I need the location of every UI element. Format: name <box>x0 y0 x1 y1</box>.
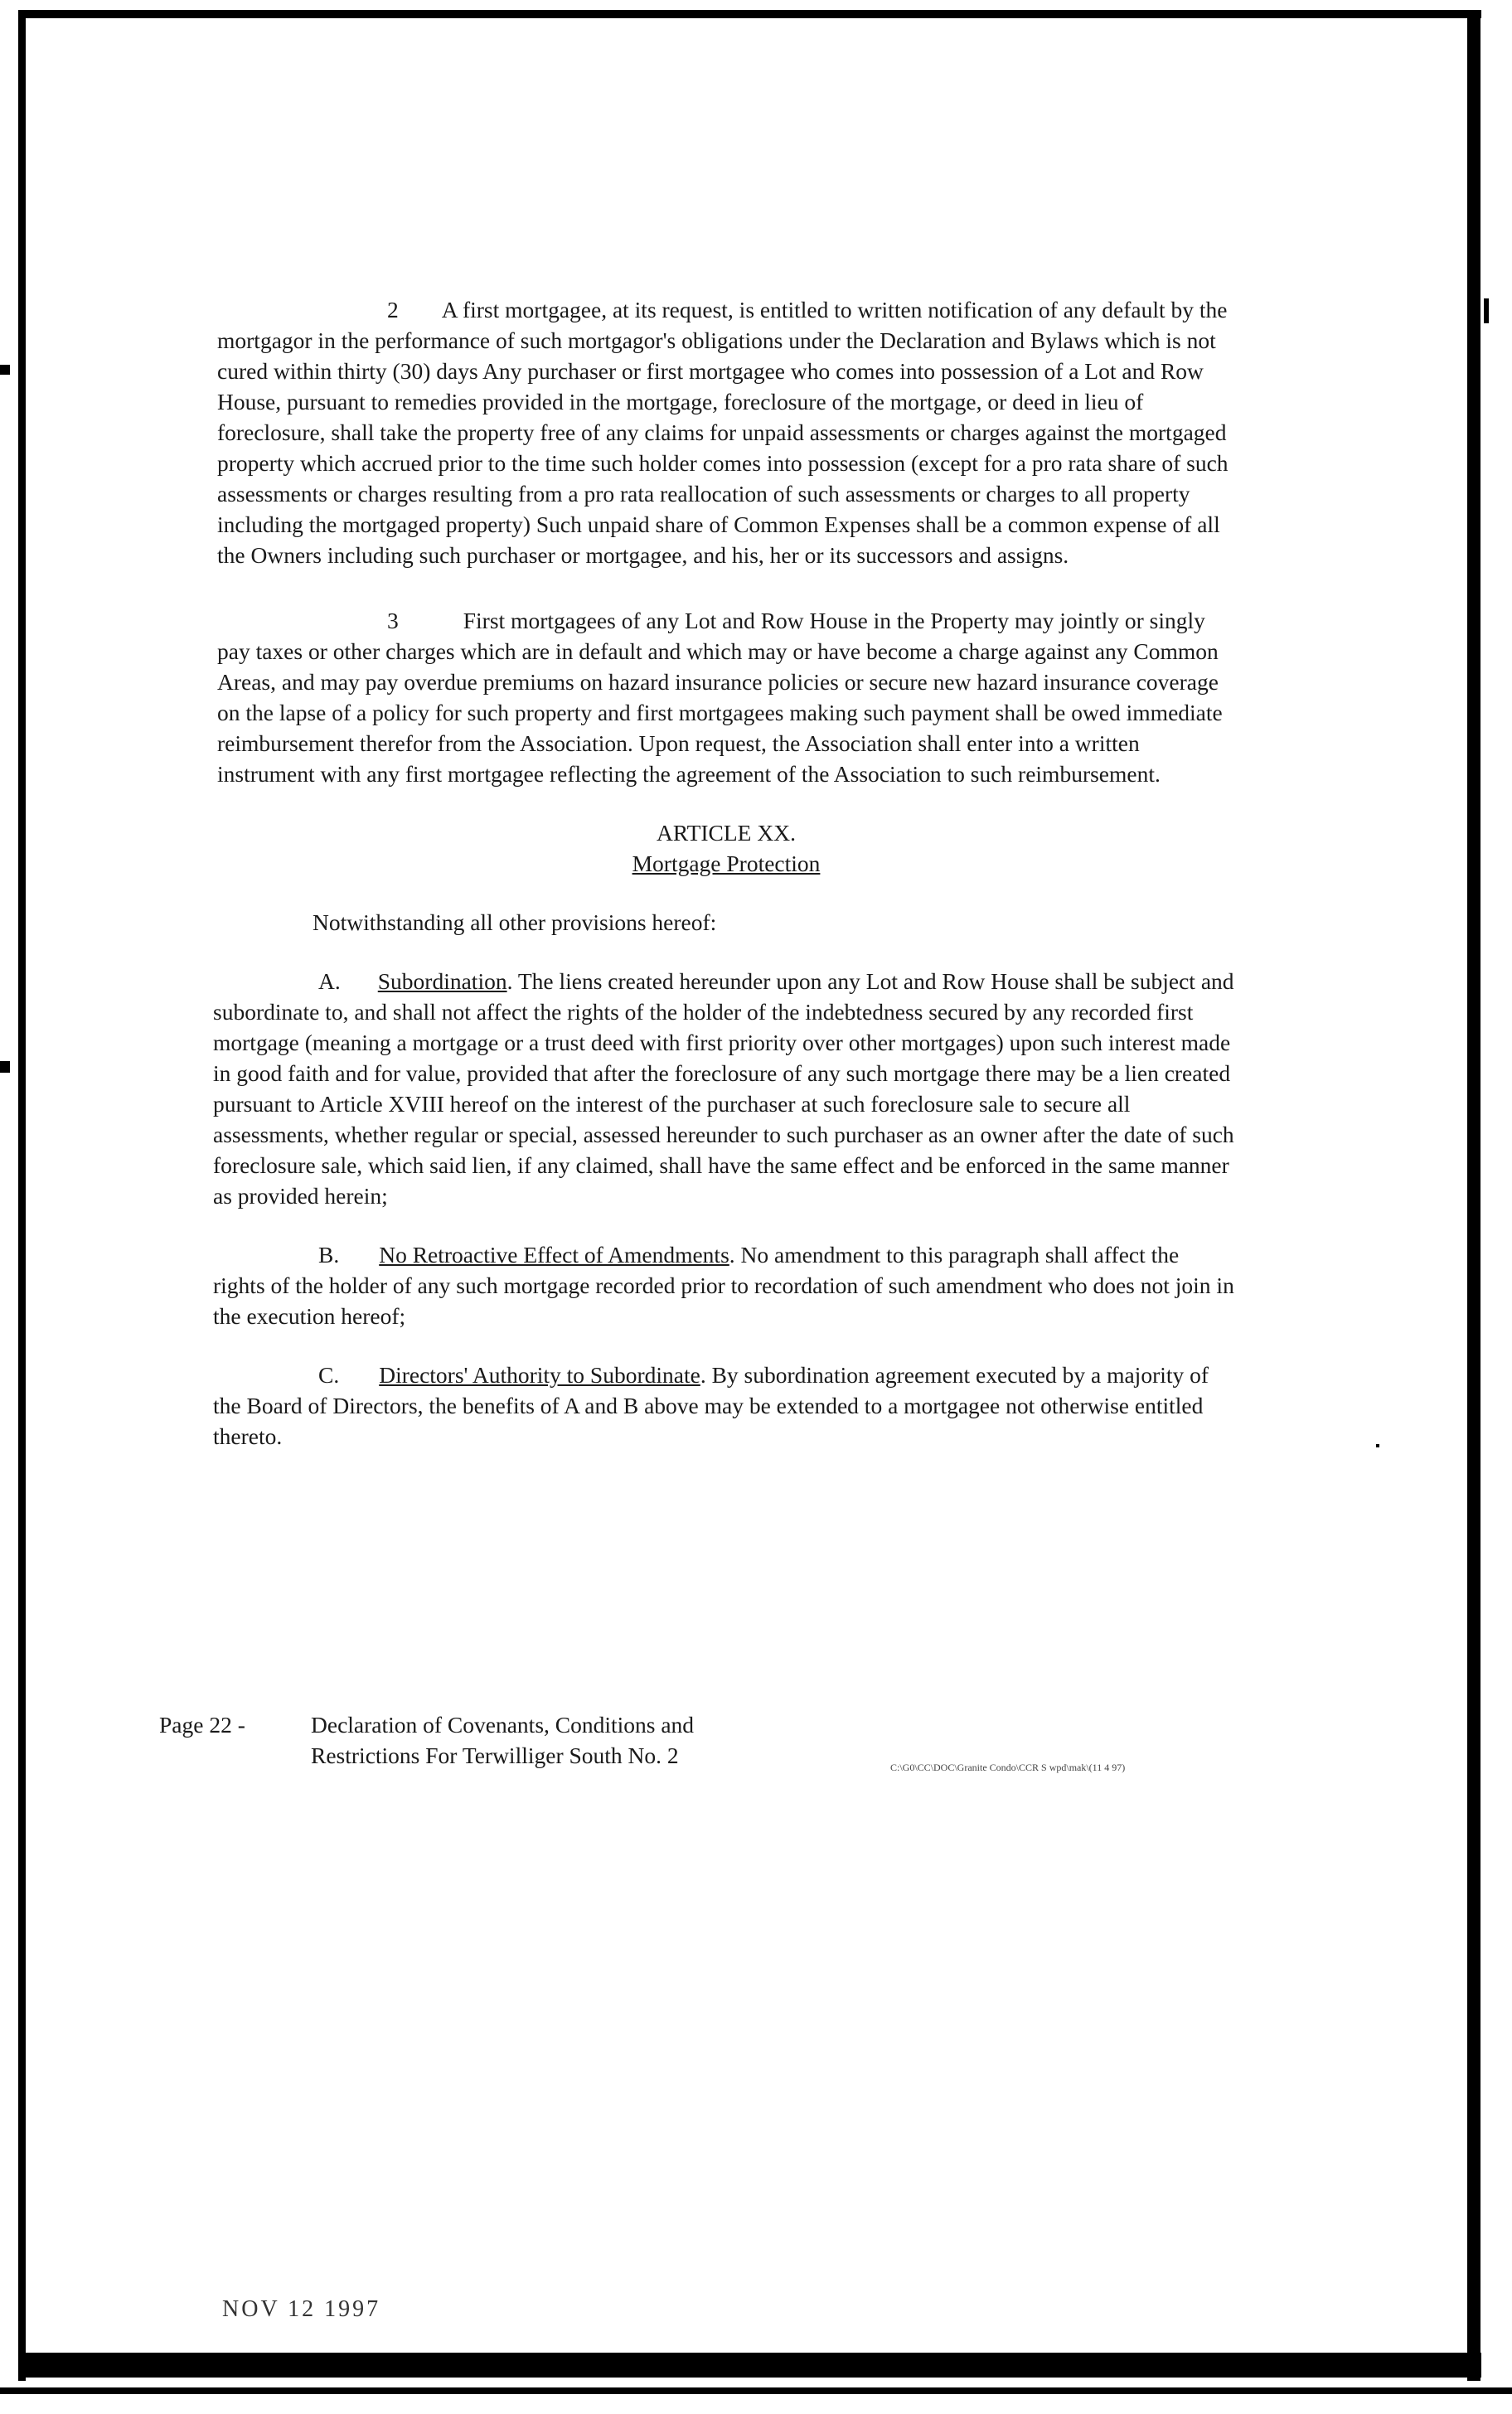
scan-border-left <box>18 10 26 2381</box>
section-a <box>213 966 1235 1211</box>
section-text: . No amendment to this paragraph shall affect the rights of the holder of any such mortgage recorded prior to recordation of such amendment who does not join in the execution hereof; <box>213 1242 1234 1329</box>
file-path: C:\G0\CC\DOC\Granite Condo\CCR S wpd\mak\(11 4 97) <box>890 1762 1126 1773</box>
article-number: ARTICLE XX. <box>657 820 796 846</box>
document-title <box>311 1709 694 1771</box>
paragraph-text: A first mortgagee, at its request, is entitled to written notification of any default by the mortgagor in the performance of such mortgagor's obligations under the Declaration and Bylaws which is not cured within thirty (30) days Any purchaser or first mortgagee who comes into possession of a Lot and Row House, pursuant to remedies provided in the mortgage, foreclosure of the mortgage, or deed in lieu of foreclosure, shall take the property free of any claims for unpaid assessments or charges against the mortgaged property which accrued prior to the time such holder comes into possession (except for a pro rata share of such assessments or charges resulting from a pro rata reallocation of such assessments or charges to all property including the mortgaged property) Such unpaid share of Common Expenses shall be a common expense of all the Owners including such purchaser or mortgagee, and his, her or its successors and assigns. <box>217 297 1228 568</box>
scan-speck <box>0 1061 10 1073</box>
article-intro: Notwithstanding all other provisions hereof: <box>313 909 717 935</box>
article-title: Mortgage Protection <box>632 851 821 876</box>
paragraph-2 <box>217 294 1235 570</box>
section-text: . The liens created hereunder upon any Lot and Row House shall be subject and subordinate to, and shall not affect the rights of the holder of the indebtedness secured by any recorded first mortgage (meaning a mortgage or a trust deed with first priority over other mortgages) upon such interest made in good faith and for value, provided that after the foreclosure of any such mortgage there may be a lien created pursuant to Article XVIII hereof on the interest of the purchaser at such foreclosure sale to secure all assessments, whether regular or special, assessed hereunder to such purchaser as an owner after the date of such foreclosure sale, which said lien, if any claimed, shall have the same effect and be enforced in the same manner as provided herein; <box>213 968 1234 1209</box>
section-c <box>213 1360 1235 1452</box>
section-letter: C. <box>318 1362 340 1388</box>
section-heading: No Retroactive Effect of Amendments <box>379 1242 729 1268</box>
scan-speck <box>0 365 10 375</box>
document-title-line-1: Declaration of Covenants, Conditions and <box>311 1712 695 1738</box>
paragraph-text: First mortgagees of any Lot and Row House in the Property may jointly or singly pay taxes or other charges which are in default and which may or have become a charge against any Common Areas, and may pay overdue premiums on hazard insurance policies or secure new hazard insurance coverage on the lapse of a policy for such property and first mortgagees making such payment shall be owed immediate reimbursement therefor from the Association. Upon request, the Association shall enter into a written instrument with any first mortgagee reflecting the agreement of the Association to such reimbursement. <box>217 608 1223 787</box>
paragraph-number: 2 <box>387 297 399 322</box>
paragraph-number: 3 <box>387 608 399 633</box>
scan-border-bottom <box>18 2353 1481 2378</box>
scan-border-top <box>18 10 1481 18</box>
paragraph-3 <box>217 605 1235 789</box>
scan-border-bottom-edge <box>0 2387 1512 2394</box>
section-letter: A. <box>318 968 341 994</box>
section-heading: Directors' Authority to Subordinate <box>379 1362 700 1388</box>
received-date-stamp: NOV 12 1997 <box>222 2296 381 2322</box>
section-b <box>213 1239 1235 1331</box>
scan-border-right <box>1467 10 1480 2381</box>
document-title-line-2: Restrictions For Terwilliger South No. 2 <box>311 1743 679 1768</box>
scan-speck <box>1376 1444 1379 1447</box>
page-number: Page 22 - <box>159 1712 245 1738</box>
scan-speck <box>1484 298 1489 323</box>
section-text: . By subordination agreement executed by a majority of the Board of Directors, the benefits of A and B above may be extended to a mortgagee not otherwise entitled thereto. <box>213 1362 1209 1449</box>
document-body <box>213 294 1235 1452</box>
section-letter: B. <box>318 1242 340 1268</box>
section-heading: Subordination <box>377 968 507 994</box>
